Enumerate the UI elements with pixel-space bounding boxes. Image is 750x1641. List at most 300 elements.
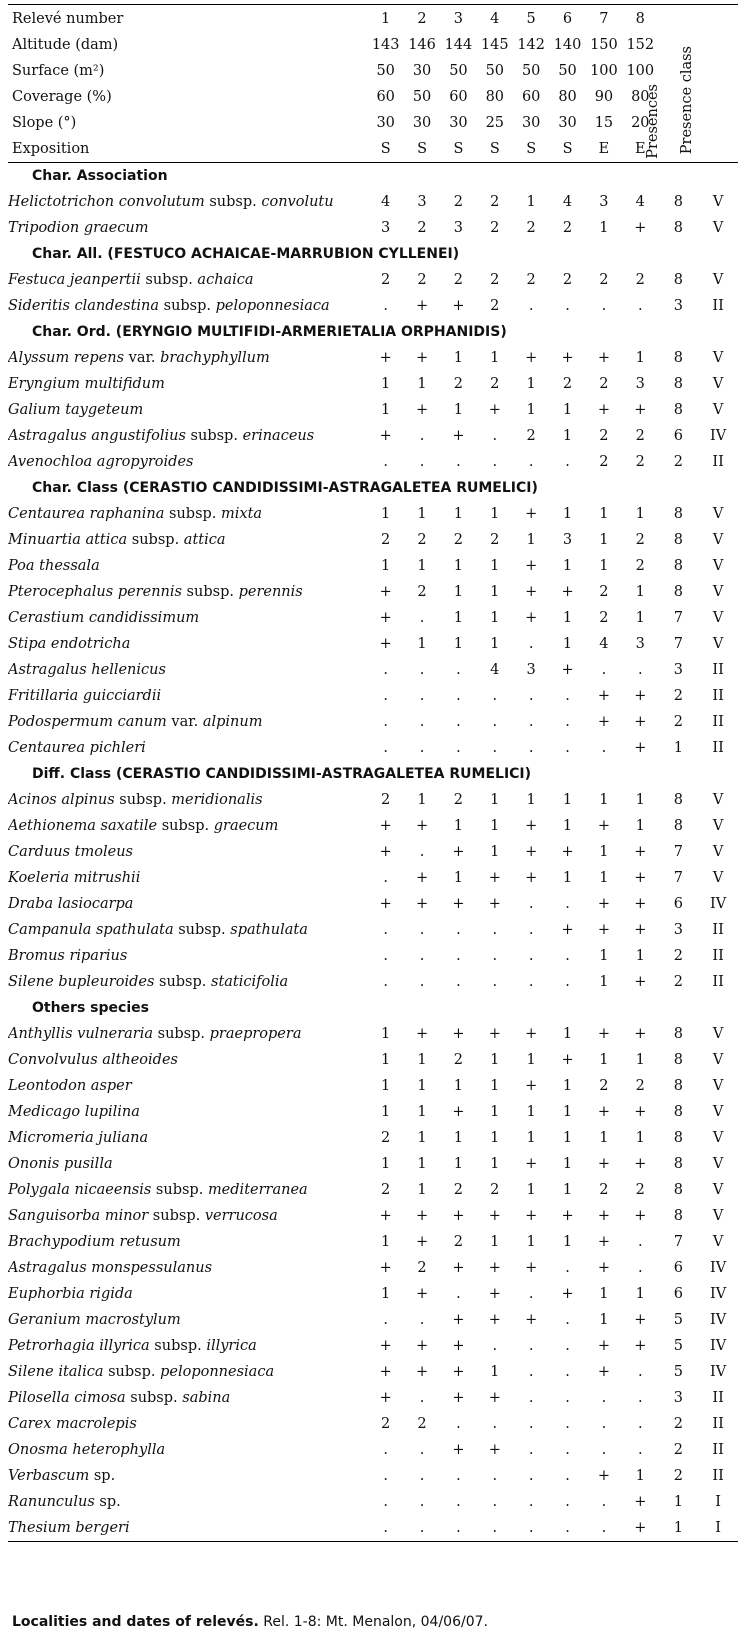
cover-value: 1 [562,870,573,886]
table-row [8,1255,738,1281]
cover-value: + [634,844,647,860]
presence-class-value: V [712,1026,724,1042]
cover-value: 2 [599,272,609,288]
species-name [8,813,367,839]
header-label: Exposition [8,136,367,163]
header-value: 50 [521,63,541,79]
cover-value: . [637,1416,643,1432]
cover-value: . [565,1338,570,1354]
cover-value: . [565,974,570,990]
taxon-part: Silene bupleuroides [8,974,155,990]
presences-value: 8 [673,558,683,574]
rank-part: subsp. [154,974,212,990]
cover-value: 1 [599,870,609,886]
taxon-part: achaica [197,272,254,288]
header-value: 1 [381,11,391,27]
taxon-part: Ranunculus [8,1494,95,1510]
cover-value: + [488,1312,501,1328]
cover-value: . [528,1468,534,1484]
cover-value: . [419,662,425,678]
presences-value: 6 [673,428,683,444]
species-name [8,709,367,735]
taxon-part: erinaceus [242,428,315,444]
cover-value: + [488,1260,501,1276]
cover-value: 1 [453,636,464,652]
header-label: Slope (°) [12,115,77,131]
cover-value: 2 [453,376,464,392]
cover-value: + [597,922,610,938]
presence-class-value: I [698,1515,738,1542]
presences-value: 8 [673,1130,683,1146]
presences-value: 8 [673,1078,683,1094]
cover-value: 1 [490,818,500,834]
cover-value: 3 [526,662,536,678]
cover-value: . [456,714,461,730]
species-name [8,267,367,293]
cover-value: 2 [599,376,609,392]
cover-value: . [565,688,570,704]
cover-value: . [601,298,607,314]
cover-value: . [419,714,425,730]
section-title: Char. Association [32,168,168,184]
presences-value: 8 [673,272,683,288]
cover-value: + [597,1104,610,1120]
presence-class-value: V [712,584,724,600]
species-name [8,345,367,371]
cover-value: + [525,610,538,626]
cover-value: . [528,1338,534,1354]
taxon-part: praepropera [209,1026,302,1042]
cover-value: . [419,844,425,860]
header-label: Surface (m²) [12,63,105,79]
rank-part: subsp. [204,194,262,210]
cover-value: 2 [417,220,427,236]
cover-value: . [492,740,498,756]
cover-value: 1 [599,1052,609,1068]
rank-part: subsp. [164,506,222,522]
taxon-part: verrucosa [204,1208,278,1224]
section-title: Char. All. (FESTUCO ACHAICAE-MARRUBION CYLLENEI) [32,246,460,262]
cover-value: + [379,818,392,834]
cover-value: + [634,220,647,236]
presence-class-value: IV [709,1260,727,1276]
cover-value: 3 [453,220,464,236]
cover-value: 1 [562,1078,573,1094]
cover-value: 2 [635,1078,645,1094]
table-row [8,449,738,475]
cover-value: . [528,1494,534,1510]
cover-value: 2 [381,1130,391,1146]
cover-value: 1 [526,1234,536,1250]
header-value: 50 [376,63,395,79]
rank-part: subsp. [125,1390,183,1406]
cover-value: + [525,870,538,886]
table-row [8,1489,738,1515]
cover-value: . [456,740,461,756]
table-row [8,423,738,449]
species-name [8,1021,367,1047]
cover-value: . [383,1442,388,1458]
presence-class-value: V [712,506,724,522]
cover-value: 2 [599,454,609,470]
cover-value: 2 [417,272,427,288]
presences-value: 3 [673,1390,683,1406]
cover-value: . [404,1515,440,1542]
species-name [8,787,367,813]
table-row [8,1021,738,1047]
cover-value: 1 [417,1104,427,1120]
rank-part: subsp. [114,792,172,808]
cover-value: . [492,974,498,990]
cover-value: . [565,1260,570,1276]
cover-value: + [525,506,538,522]
rank-part: subsp. [159,298,216,314]
cover-value: 1 [417,1078,427,1094]
cover-value: 2 [453,1182,464,1198]
species-name [8,735,367,761]
header-value: 15 [594,115,614,131]
cover-value: . [601,1494,607,1510]
cover-value: + [379,1390,392,1406]
table-row [8,397,738,423]
table-row [8,735,738,761]
presences-value: 8 [673,584,683,600]
cover-value: 1 [381,402,391,418]
cover-value: . [586,1515,622,1542]
cover-value: 1 [635,584,645,600]
cover-value: 2 [635,1182,645,1198]
presence-class-value: II [712,662,724,678]
species-name [8,1385,367,1411]
cover-value: + [488,896,501,912]
cover-value: + [597,1364,610,1380]
cover-value: . [565,1494,570,1510]
species-name [8,969,367,995]
cover-value: 1 [490,350,500,366]
cover-value: 1 [417,506,427,522]
taxon-part: Stipa endotricha [8,636,131,652]
cover-value: 1 [599,1286,609,1302]
species-name [8,1099,367,1125]
cover-value: . [492,1468,498,1484]
cover-value: + [597,1468,610,1484]
cover-value: + [597,402,610,418]
cover-value: . [456,1286,461,1302]
cover-value: + [525,350,538,366]
cover-value: + [488,1286,501,1302]
cover-value: 2 [453,792,464,808]
cover-value: 1 [417,558,427,574]
species-name [8,683,367,709]
species-name [8,1073,367,1099]
header-value: 25 [485,115,505,131]
species-name [8,501,367,527]
header-label: Relevé number [12,11,124,27]
cover-value: 1 [453,558,464,574]
cover-value: 1 [635,350,645,366]
cover-value: 1 [599,506,609,522]
taxon-part: meridionalis [171,792,263,808]
taxon-part: Brachypodium retusum [8,1234,181,1250]
taxon-part: Tripodion graecum [8,220,149,236]
cover-value: 1 [381,1026,391,1042]
presences-value: 2 [673,948,683,964]
species-name [8,917,367,943]
cover-value: + [452,1026,465,1042]
header-value: 50 [412,89,432,105]
cover-value: 2 [562,220,573,236]
presences-value: 8 [673,1104,683,1120]
cover-value: . [565,1364,570,1380]
cover-value: . [637,1260,643,1276]
taxon-part: Draba lasiocarpa [8,896,134,912]
taxon-part: Silene italica [8,1364,104,1380]
cover-value: + [415,1026,429,1042]
header-value: S [549,136,585,163]
cover-value: 1 [490,558,500,574]
species-name [8,1151,367,1177]
table-row [8,787,738,813]
cover-value: + [379,610,392,626]
presence-class-value: V [712,220,724,236]
cover-value: . [383,1494,388,1510]
taxon-part: Astragalus monspessulanus [8,1260,213,1276]
header-row [8,32,738,58]
cover-value: . [637,298,643,314]
presences-value: 6 [673,896,683,912]
top-rule [8,4,738,5]
cover-value: + [634,740,647,756]
cover-value: . [456,1416,461,1432]
cover-value: + [452,896,465,912]
rank-part: subsp. [173,922,231,938]
presences-value: 6 [673,1260,683,1276]
cover-value: 1 [453,506,464,522]
cover-value: . [419,610,425,626]
cover-value: . [492,428,498,444]
cover-value: . [383,870,388,886]
cover-value: 1 [381,1156,391,1172]
header-value: 50 [449,63,468,79]
header-value: 30 [449,115,468,131]
rank-part: subsp. [140,272,198,288]
header-row [8,136,738,163]
cover-value: 1 [635,1130,645,1146]
cover-value: . [383,922,388,938]
header-value: E [586,136,622,163]
header-value: 30 [376,115,395,131]
cover-value: + [452,1442,465,1458]
cover-value: + [561,662,574,678]
cover-value: + [379,1364,392,1380]
presences-value: 5 [673,1312,683,1328]
cover-value: 1 [599,844,609,860]
cover-value: . [419,1468,425,1484]
cover-value: . [456,974,461,990]
table-row [8,345,738,371]
species-name [8,1333,367,1359]
cover-value: 2 [635,532,645,548]
section-header [8,241,738,267]
taxon-part: peloponnesiaca [215,298,330,314]
cover-value: + [488,870,501,886]
header-label: Coverage (%) [12,89,112,105]
table-row [8,605,738,631]
presences-value: 2 [673,1416,683,1432]
header-value: 7 [599,11,609,27]
cover-value: . [528,454,534,470]
cover-value: 1 [562,402,573,418]
cover-value: + [452,298,465,314]
cover-value: 1 [490,610,500,626]
cover-value: 2 [381,1416,391,1432]
header-value: 20 [631,115,650,131]
cover-value: 1 [599,1312,609,1328]
cover-value: + [634,1104,647,1120]
cover-value: + [379,636,392,652]
cover-value: + [561,1286,574,1302]
header-value: 140 [553,37,582,53]
cover-value: 1 [562,1026,573,1042]
table-row [8,1515,738,1542]
cover-value: + [488,1442,501,1458]
section-header [8,995,738,1021]
cover-value: . [565,454,570,470]
header-empty [658,6,698,32]
header-value: 146 [408,37,436,53]
cover-value: . [492,688,498,704]
presence-class-value: V [712,1156,724,1172]
header-row [8,58,738,84]
cover-value: + [379,584,392,600]
cover-value: 2 [417,1416,427,1432]
cover-value: . [477,1515,513,1542]
presences-value: 6 [673,1286,683,1302]
table-row [8,1177,738,1203]
rank-part: sp. [94,1494,121,1510]
table-row [8,943,738,969]
presence-class-value: V [712,1078,724,1094]
presences-column-label: Presences [645,84,661,159]
cover-value: + [525,844,538,860]
cover-value: . [419,740,425,756]
header-row [8,84,738,110]
species-name [8,1281,367,1307]
cover-value: 2 [526,220,536,236]
species-name [8,1177,367,1203]
cover-value: 1 [490,844,500,860]
cover-value: 3 [635,376,645,392]
footnote-text: Rel. 1-8: Mt. Menalon, 04/06/07. [258,1614,488,1630]
species-name [8,449,367,475]
cover-value: 1 [526,1104,536,1120]
presence-class-value: II [712,740,724,756]
cover-value: + [597,1208,610,1224]
section-title: Char. Class (CERASTIO CANDIDISSIMI-ASTRAGALETEA RUMELICI) [32,480,538,496]
cover-value: + [379,1260,392,1276]
header-empty [698,136,738,163]
cover-value: . [383,688,388,704]
taxon-part: staticifolia [211,974,289,990]
header-value: 50 [485,63,505,79]
cover-value: + [634,1494,647,1510]
cover-value: 1 [490,1234,500,1250]
presence-class-value: II [712,454,724,470]
cover-value: + [634,1312,647,1328]
table-row [8,1385,738,1411]
species-name [8,1229,367,1255]
cover-value: . [492,1416,498,1432]
taxon-part: Sanguisorba minor [8,1208,149,1224]
taxon-part: Astragalus hellenicus [8,662,166,678]
cover-value: . [565,740,570,756]
presence-class-value: V [712,1104,724,1120]
species-name [8,943,367,969]
taxon-part: Centaurea pichleri [8,740,146,756]
cover-value: . [456,1468,461,1484]
cover-value: + [634,688,647,704]
header-empty [698,110,738,136]
taxon-part: Bromus riparius [8,948,128,964]
cover-value: . [419,454,425,470]
cover-value: + [452,428,465,444]
cover-value: 2 [635,272,645,288]
cover-value: . [383,974,388,990]
table-row [8,267,738,293]
cover-value: 1 [599,220,609,236]
cover-value: 4 [490,662,500,678]
cover-value: . [492,1494,498,1510]
cover-value: 2 [417,584,427,600]
header-value: S [477,136,513,163]
cover-value: 1 [417,1130,427,1146]
table-body [8,6,738,1542]
cover-value: 1 [635,792,645,808]
cover-value: + [525,1156,538,1172]
cover-value: + [415,1338,429,1354]
presences-value: 2 [673,974,683,990]
cover-value: 1 [381,376,391,392]
presences-value: 8 [673,506,683,522]
cover-value: . [419,948,425,964]
presence-class-value: V [712,376,724,392]
table-row [8,1307,738,1333]
cover-value: . [528,1390,534,1406]
presences-value: 8 [673,1156,683,1172]
table-row [8,1229,738,1255]
species-name [8,631,367,657]
presence-class-value: V [712,1182,724,1198]
cover-value: . [565,1390,570,1406]
cover-value: + [597,896,610,912]
cover-value: . [601,740,607,756]
cover-value: 1 [453,610,464,626]
cover-value: 1 [635,506,645,522]
cover-value: + [415,1286,429,1302]
cover-value: . [492,1338,498,1354]
species-name [8,865,367,891]
cover-value: + [452,1338,465,1354]
cover-value: 1 [562,1130,573,1146]
table-row [8,1359,738,1385]
cover-value: + [634,1338,647,1354]
cover-value: 1 [417,1156,427,1172]
header-row [8,6,738,32]
cover-value: + [634,974,647,990]
presences-value: 7 [673,610,683,626]
presence-class-value: V [712,558,724,574]
header-value: 3 [453,11,464,27]
